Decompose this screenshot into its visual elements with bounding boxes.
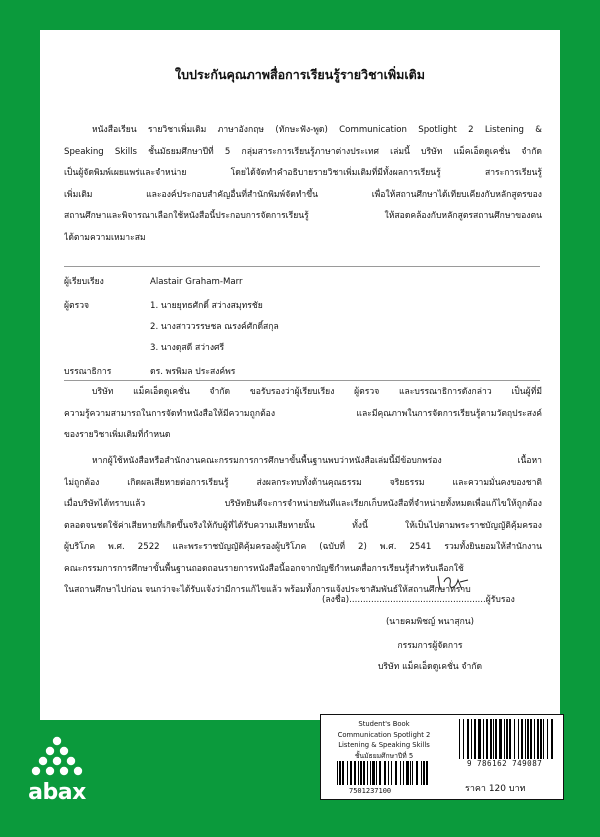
certificate-panel [40, 30, 560, 720]
paragraph-line: หากผู้ใช้หนังสือหรือสำนักงานคณะกรรมการการศึกษาขั้นพื้นฐานพบว่าหนังสือเล่มนี้มีข้อบกพร่อง เนื้อหา [92, 456, 542, 466]
price-label: ราคา 120 บาท [465, 784, 526, 794]
paragraph-line: ไม่ถูกต้อง เกิดผลเสียหายต่อการเรียนรู้ ส่งผลกระทบทั้งด้านคุณธรรม จริยธรรม และความมั่นคงของชาติ [64, 477, 542, 488]
barcode-box [320, 714, 564, 800]
abax-logo [22, 730, 92, 820]
signer-name: (นายคมพิชญ์ พนาสุกน) [385, 617, 475, 627]
internal-code: 7501237100 [349, 787, 392, 795]
signer-title: กรรมการผู้จัดการ [397, 641, 463, 651]
editor-name: ดร. พรพิมล ประสงค์พร [150, 367, 236, 377]
paragraph-line: สถานศึกษาและพิจารณาเลือกใช้หนังสือนี้ประกอบการจัดการเรียนรู้ ให้สอดคล้องกับหลักสูตรสถานศึกษาของตน [64, 211, 542, 221]
paragraph-line: เมื่อบริษัทได้ทราบแล้ว บริษัทยินดีจะการจำหน่ายทันทีและเรียกเก็บหนังสือที่จำหน่ายทั้งหมดเพื่อแก้ไขให้ถูกต้อง [64, 499, 542, 509]
paragraph-line: หนังสือเรียน รายวิชาเพิ่มเติม ภาษาอังกฤษ (ทักษะฟัง-พูด) Communication Spotlight 2 Listening & [92, 125, 542, 135]
signer-company: บริษัท แม็คเอ็ดดูเคชั่น จำกัด [377, 662, 483, 672]
paragraph-line: ความรู้ความสามารถในการจัดทำหนังสือให้มีความถูกต้อง และมีคุณภาพในการจัดการเรียนรู้ตามวัตถุประสงค์ [64, 408, 542, 419]
reviewer-row [64, 298, 263, 312]
paragraph-line: เพิ่มเติม และองค์ประกอบสำคัญอื่นที่สำนักพิมพ์จัดทำขึ้น เพื่อให้สถานศึกษาได้เทียบเคียงกับหลักสูตรของ [64, 189, 542, 200]
divider [64, 380, 540, 381]
signature-scribble [434, 572, 470, 594]
reviewer-item: 3. นางดุสดี สว่างศรี [150, 343, 225, 353]
paragraph-line: ของรายวิชาเพิ่มเติมที่กำหนด [64, 430, 171, 440]
editor-row [64, 364, 235, 378]
divider [64, 266, 540, 267]
paragraph-line: ผู้บริโภค พ.ศ. 2522 และพระราชบัญญัติคุ้มครองผู้บริโภค (ฉบับที่ 2) พ.ศ. 2541 รวมทั้งยินยอมให้สำนักงาน [64, 542, 542, 552]
isbn-number: 9 786162 749087 [467, 759, 543, 768]
book-desc-line: Communication Spotlight 2 [337, 730, 431, 739]
paragraph-line: เป็นผู้จัดพิมพ์เผยแพร่และจำหน่าย โดยได้จัดทำคำอธิบายรายวิชาเพิ่มเติมที่มีทั้งผลการเรียนรู้ สาระการเรียนรู้ [64, 168, 542, 178]
logo-dots-icon [22, 730, 92, 778]
warranty-paragraph [64, 451, 542, 602]
author-name: Alastair Graham-Marr [150, 277, 243, 287]
book-desc-line: ชั้นมัธยมศึกษาปีที่ 5 [354, 751, 414, 760]
paragraph-line: ตลอดจนชดใช้ค่าเสียหายที่เกิดขึ้นจริงให้กับผู้ที่ได้รับความเสียหายนั้น ทั้งนี้ ให้เป็นไปตามพระราชบัญญัติคุ้มครอง [64, 520, 542, 531]
certification-paragraph [64, 382, 542, 447]
paragraph-line: ในสถานศึกษาไปก่อน จนกว่าจะได้รับแจ้งว่ามีการแก้ไขแล้ว พร้อมทั้งการแจ้งประชาสัมพันธ์ให้สถานศึกษาทราบ [64, 585, 471, 595]
paragraph-line: ได้ตามความเหมาะสม [64, 232, 146, 243]
author-row [64, 274, 243, 288]
signature-line: (ลงชื่อ)..................................................ผู้รับรอง [322, 595, 515, 605]
page-title: ใบประกันคุณภาพสื่อการเรียนรู้รายวิชาเพิ่มเติม [175, 67, 425, 82]
reviewer-item: 2. นางสาววรรษชล ณรงค์ศักดิ์สกุล [150, 322, 279, 332]
paragraph-line: คณะกรรมการการศึกษาขั้นพื้นฐานถอดถอนรายการหนังสือนี้ออกจากบัญชีกำหนดสื่อการเรียนรู้สำหรับเลือกใช้ [64, 563, 464, 574]
author-label: ผู้เรียบเรียง [64, 277, 104, 287]
reviewer-item: 1. นายยุทธศักดิ์ สว่างสมุทรชัย [150, 301, 263, 311]
reviewer-label: ผู้ตรวจ [64, 301, 90, 311]
paragraph-line: Speaking Skills ชั้นมัธยมศึกษาปีที่ 5 กลุ่มสาระการเรียนรู้ภาษาต่างประเทศ เล่มนี้ บริษัท แม็คเอ็ดดูเคชั่น จำกัด [64, 146, 542, 157]
paragraph-line: บริษัท แม็คเอ็ดดูเคชั่น จำกัด ขอรับรองว่าผู้เรียบเรียง ผู้ตรวจ และบรรณาธิการดังกล่าว เป็นผู้ที่มี [92, 387, 542, 397]
book-description [329, 719, 439, 761]
reviewer-row [64, 340, 224, 354]
reviewer-row [64, 319, 279, 333]
logo-text: abax [28, 780, 86, 805]
intro-paragraph [64, 120, 542, 249]
editor-label: บรรณาธิการ [64, 367, 112, 377]
book-desc-line: Student's Book [358, 720, 410, 728]
book-desc-line: Listening & Speaking Skills [338, 741, 430, 749]
